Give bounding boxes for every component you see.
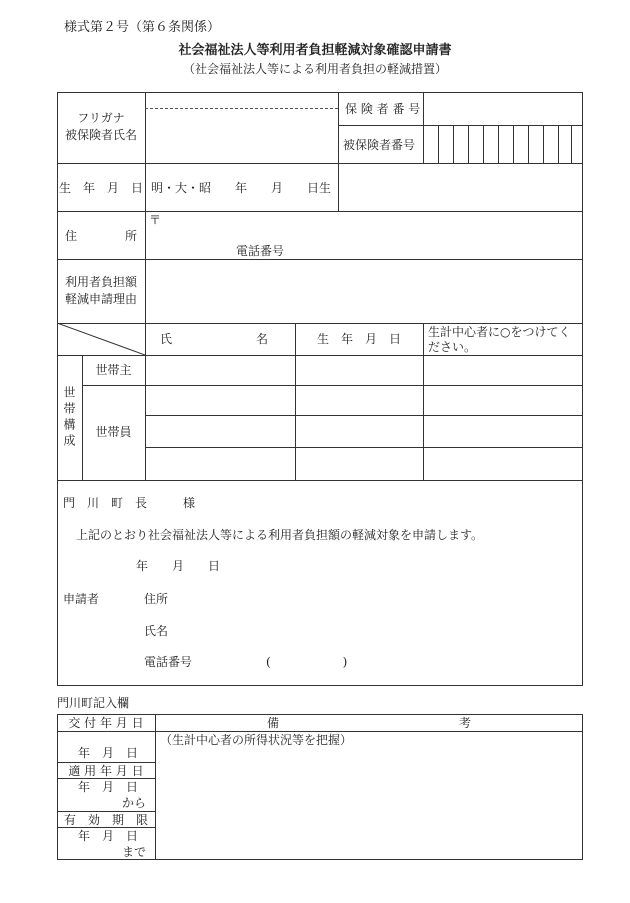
household-col-name: 氏 名 bbox=[160, 332, 269, 346]
apply-date-label: 適 用 年 月 日 bbox=[68, 764, 144, 778]
applicant-label: 申請者 bbox=[63, 592, 100, 606]
birthdate-value[interactable]: 明・大・昭 年 月 日生 bbox=[151, 181, 332, 195]
application-statement: 上記のとおり社会福祉法人等による利用者負担額の軽減対象を申請します。 bbox=[76, 528, 484, 542]
household-head-label: 世帯主 bbox=[95, 363, 132, 377]
reason-label-line1: 利用者負担額 bbox=[64, 275, 137, 289]
issue-date-value[interactable]: 年 月 日 bbox=[78, 746, 139, 760]
remarks-note: （生計中心者の所得状況等を把握） bbox=[160, 733, 353, 747]
phone-label: 電話番号 bbox=[236, 244, 285, 258]
household-col-note-line2: ださい。 bbox=[428, 340, 477, 354]
remarks-label: 備 考 bbox=[266, 716, 471, 730]
application-date[interactable]: 年 月 日 bbox=[136, 559, 221, 573]
reason-label-line2: 軽減申請理由 bbox=[64, 292, 137, 306]
form-number: 様式第２号（第６条関係） bbox=[64, 20, 221, 35]
household-col-note-line1: 生計中心者に○をつけてく bbox=[428, 325, 571, 339]
household-member-1-name[interactable] bbox=[146, 386, 294, 414]
valid-period-label: 有 効 期 限 bbox=[63, 813, 148, 827]
address-label: 住 所 bbox=[64, 229, 137, 243]
furigana-field[interactable] bbox=[146, 93, 337, 108]
issue-date-label: 交 付 年 月 日 bbox=[68, 716, 144, 730]
apply-date-value[interactable]: 年 月 日 bbox=[78, 780, 139, 794]
household-section-label: 世帯構成 bbox=[62, 386, 76, 450]
addressee: 門 川 町 長 様 bbox=[63, 496, 196, 510]
insured-number-field[interactable] bbox=[424, 126, 582, 162]
insurer-number-field[interactable] bbox=[424, 93, 582, 124]
page-subtitle: （社会福祉法人等による利用者負担の軽減措置） bbox=[182, 62, 447, 76]
insured-number-label: 被保険者番号 bbox=[343, 138, 416, 152]
applicant-phone-label: 電話番号 bbox=[144, 655, 193, 669]
household-member-label: 世帯員 bbox=[95, 425, 132, 439]
corner-diagonal bbox=[57, 323, 145, 355]
insurer-number-label: 保 険 者 番 号 bbox=[345, 102, 421, 116]
household-col-birthdate: 生 年 月 日 bbox=[316, 332, 401, 346]
birthdate-label: 生 年 月 日 bbox=[58, 181, 143, 195]
reason-field[interactable] bbox=[146, 260, 582, 322]
household-head-mark[interactable] bbox=[424, 356, 582, 384]
furigana-label: フリガナ bbox=[77, 111, 125, 125]
postal-mark: 〒 bbox=[149, 213, 162, 227]
insured-name-field[interactable] bbox=[146, 109, 337, 162]
remarks-field[interactable] bbox=[156, 748, 582, 859]
applicant-address-label: 住所 bbox=[144, 592, 169, 606]
applicant-phone-field[interactable]: ( ) bbox=[266, 655, 348, 669]
applicant-name-label: 氏名 bbox=[144, 624, 169, 638]
until-label: まで bbox=[122, 845, 147, 859]
valid-period-value[interactable]: 年 月 日 bbox=[78, 829, 139, 843]
household-head-name[interactable] bbox=[146, 356, 294, 384]
household-head-birthdate[interactable] bbox=[296, 356, 422, 384]
household-member-2-name[interactable] bbox=[146, 416, 294, 446]
insured-name-label: 被保険者氏名 bbox=[64, 128, 137, 142]
office-section-title: 門川町記入欄 bbox=[57, 696, 130, 710]
address-field[interactable] bbox=[146, 212, 582, 258]
from-label: から bbox=[122, 796, 147, 810]
page-title: 社会福祉法人等利用者負担軽減対象確認申請書 bbox=[178, 43, 452, 58]
household-member-3-name[interactable] bbox=[146, 448, 294, 479]
